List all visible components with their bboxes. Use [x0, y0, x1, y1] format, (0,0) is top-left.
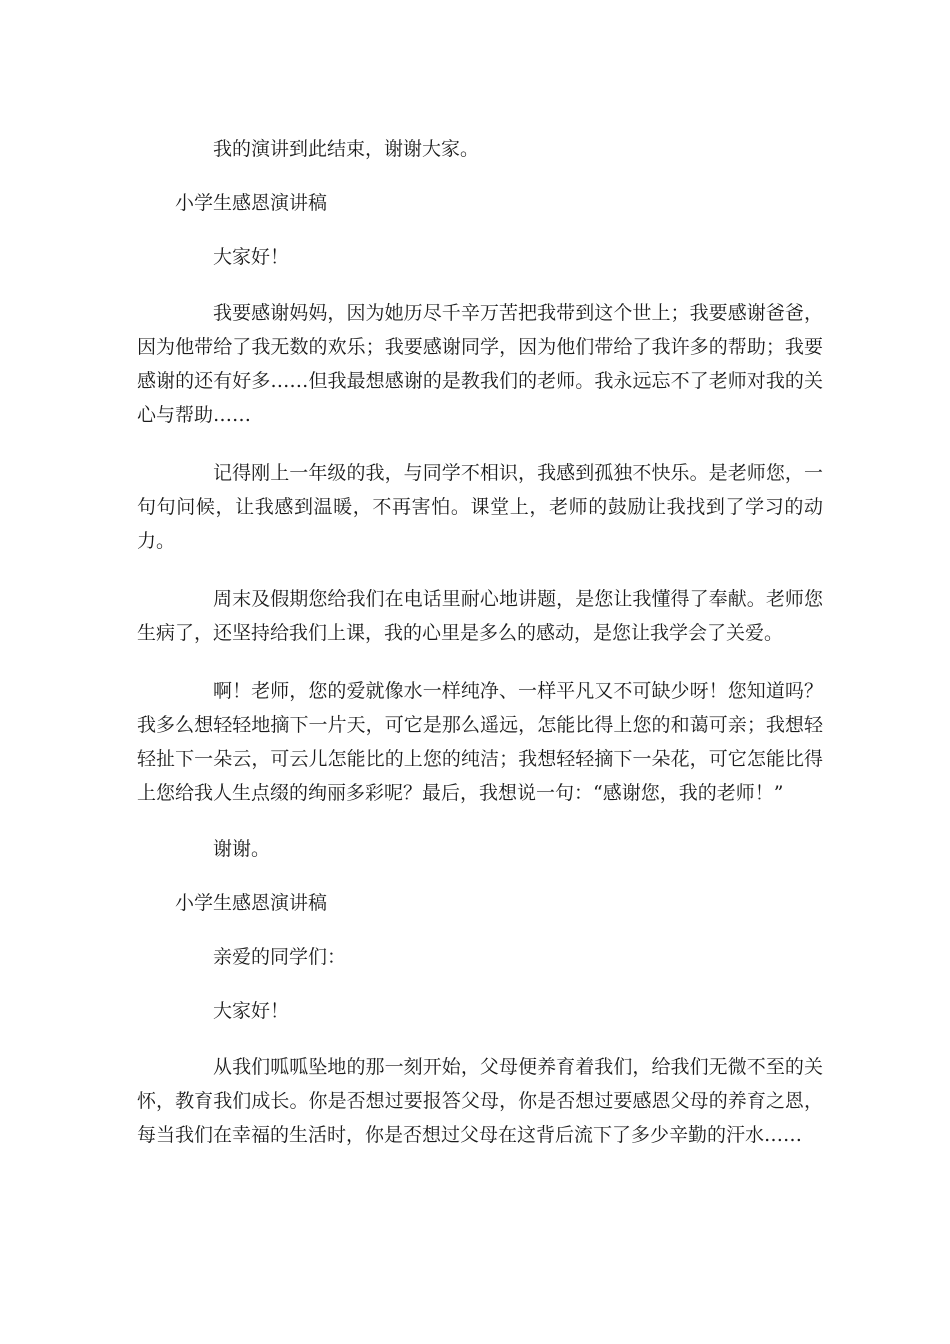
body-paragraph: 周末及假期您给我们在电话里耐心地讲题，是您让我懂得了奉献。老师您生病了，还坚持给我们上课，我的心里是多么的感动，是您让我学会了关爱。: [137, 588, 823, 644]
greeting-paragraph: 大家好！: [213, 246, 290, 268]
body-paragraph: 记得刚上一年级的我，与同学不相识，我感到孤独不快乐。是老师您，一句句问候，让我感到温暖，不再害怕。课堂上，老师的鼓励让我找到了学习的动力。: [137, 462, 823, 552]
section-title: 小学生感恩演讲稿: [175, 892, 328, 914]
salutation-paragraph: 亲爱的同学们：: [213, 946, 347, 968]
section-title: 小学生感恩演讲稿: [175, 192, 328, 214]
greeting-paragraph: 大家好！: [213, 1000, 290, 1022]
document-body: [137, 132, 823, 1152]
body-paragraph: 啊！老师，您的爱就像水一样纯净、一样平凡又不可缺少呀！您知道吗？我多么想轻轻地摘下一片天，可它是那么遥远，怎能比得上您的和蔼可亲；我想轻轻扯下一朵云，可云儿怎能比的上您的纯洁；我想轻轻摘下一朵花，可它怎能比得上您给我人生点缀的绚丽多彩呢？最后，我想说一句：“感谢您，我的老师！”: [137, 680, 823, 804]
thanks-paragraph: 谢谢。: [213, 838, 271, 860]
body-paragraph: 从我们呱呱坠地的那一刻开始，父母便养育着我们，给我们无微不至的关怀，教育我们成长。你是否想过要报答父母，你是否想过要感恩父母的养育之恩，每当我们在幸福的生活时，你是否想过父母在这背后流下了多少辛勤的汗水……: [137, 1056, 823, 1146]
body-paragraph: 我要感谢妈妈，因为她历尽千辛万苦把我带到这个世上；我要感谢爸爸，因为他带给了我无数的欢乐；我要感谢同学，因为他们带给了我许多的帮助；我要感谢的还有好多……但我最想感谢的是教我们的老师。我永远忘不了老师对我的关心与帮助……: [137, 302, 823, 426]
closing-paragraph: 我的演讲到此结束，谢谢大家。: [213, 138, 480, 160]
